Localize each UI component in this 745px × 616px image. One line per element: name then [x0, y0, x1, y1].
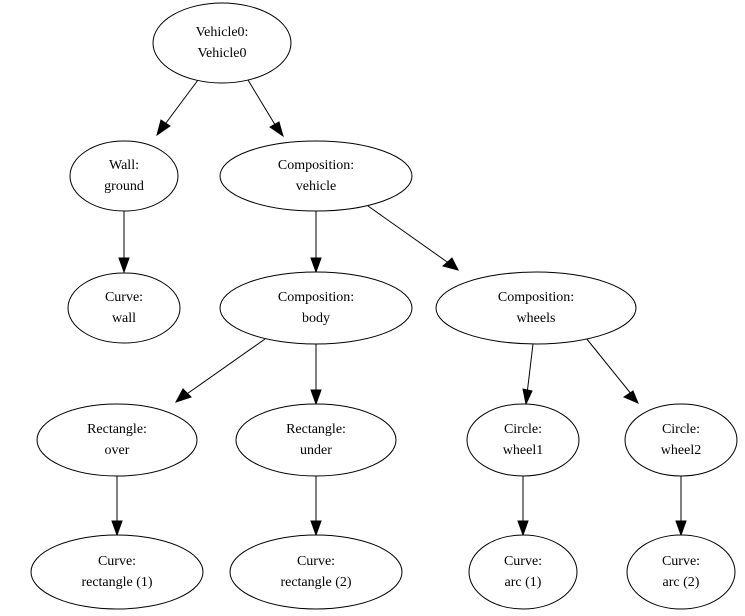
edge-line [248, 80, 277, 128]
node-ellipse[interactable] [467, 404, 579, 476]
arrowhead-icon [311, 521, 321, 535]
graph-edge [311, 476, 321, 535]
graph-edge [676, 476, 686, 535]
edge-line [527, 344, 533, 394]
graph-node-arc1[interactable] [469, 535, 577, 609]
graph-edge [157, 80, 198, 135]
graph-node-wheels[interactable] [436, 272, 636, 344]
arrowhead-icon [518, 521, 528, 535]
graph-edge [119, 211, 129, 272]
node-label-line1: Wall: [109, 158, 139, 174]
arrowhead-icon [443, 258, 458, 270]
node-label-line1: Circle: [503, 422, 543, 438]
graph-edge [112, 476, 122, 535]
node-label-line1: Circle: [661, 422, 701, 438]
node-label-line1: Rectangle: [87, 422, 147, 438]
node-ellipse[interactable] [31, 535, 203, 609]
arrowhead-icon [157, 120, 170, 135]
node-ellipse[interactable] [236, 404, 396, 476]
graph-edge [368, 206, 458, 270]
arrowhead-icon [176, 389, 191, 402]
graph-edge [311, 344, 321, 404]
nodes-layer [31, 3, 737, 609]
node-ellipse[interactable] [220, 272, 412, 344]
node-label-line1: Composition: [277, 290, 355, 306]
node-label-line1: Curve: [97, 554, 137, 570]
node-label-line1: Curve: [296, 554, 336, 570]
graph-node-under[interactable] [236, 404, 396, 476]
graph-edge [176, 339, 265, 402]
node-ellipse[interactable] [68, 273, 180, 343]
node-ellipse[interactable] [70, 141, 178, 211]
graph-node-vehicle0[interactable] [153, 3, 291, 83]
node-ellipse[interactable] [220, 141, 412, 211]
node-label-line2: wall [111, 311, 137, 327]
node-label-line1: Vehicle0: [195, 25, 249, 41]
graph-edge [311, 211, 321, 272]
graph-edge [523, 344, 533, 404]
node-label-line2: arc (2) [662, 575, 700, 591]
graph-node-wheel2[interactable] [625, 404, 737, 476]
node-label-line2: wheels [516, 311, 556, 327]
graph-node-wheel1[interactable] [467, 404, 579, 476]
node-ellipse[interactable] [627, 535, 735, 609]
graph-node-vehicle[interactable] [220, 141, 412, 211]
edge-line [368, 206, 450, 264]
node-label-line2: under [300, 443, 332, 459]
node-label-line2: rectangle (1) [81, 575, 153, 591]
graph-node-rect1[interactable] [31, 535, 203, 609]
arrowhead-icon [311, 390, 321, 404]
arrowhead-icon [311, 258, 321, 272]
node-ellipse[interactable] [625, 404, 737, 476]
node-label-line2: over [104, 443, 130, 459]
graph-node-body[interactable] [220, 272, 412, 344]
edge-line [163, 80, 198, 127]
arrowhead-icon [624, 391, 638, 403]
node-label-line2: ground [104, 179, 144, 195]
node-label-line2: vehicle [295, 179, 337, 195]
node-label-line2: wheel2 [660, 443, 702, 459]
node-label-line1: Composition: [497, 290, 575, 306]
graph-edge [248, 80, 283, 136]
graph-node-rect2[interactable] [230, 535, 402, 609]
graph-node-ground[interactable] [70, 141, 178, 211]
node-label-line2: arc (1) [504, 575, 542, 591]
node-label-line1: Composition: [277, 158, 355, 174]
arrowhead-icon [270, 122, 283, 136]
graph-node-over[interactable] [37, 404, 197, 476]
node-ellipse[interactable] [37, 404, 197, 476]
node-label-line2: wheel1 [502, 443, 544, 459]
graph-node-wall[interactable] [68, 273, 180, 343]
node-label-line1: Curve: [661, 554, 701, 570]
arrowhead-icon [523, 389, 532, 404]
arrowhead-icon [676, 521, 686, 535]
node-ellipse[interactable] [230, 535, 402, 609]
node-label-line1: Rectangle: [286, 422, 346, 438]
arrowhead-icon [119, 258, 129, 272]
node-label-line1: Curve: [503, 554, 543, 570]
graph-edge [586, 338, 638, 403]
node-label-line2: body [302, 311, 330, 327]
graph-edge [518, 476, 528, 535]
node-label-line2: rectangle (2) [280, 575, 352, 591]
edge-line [184, 339, 265, 396]
node-ellipse[interactable] [469, 535, 577, 609]
graph-node-arc2[interactable] [627, 535, 735, 609]
node-label-line2: Vehicle0 [197, 46, 247, 62]
edge-line [586, 338, 632, 395]
node-ellipse[interactable] [436, 272, 636, 344]
node-ellipse[interactable] [153, 3, 291, 83]
arrowhead-icon [112, 521, 122, 535]
node-label-line1: Curve: [104, 290, 144, 306]
